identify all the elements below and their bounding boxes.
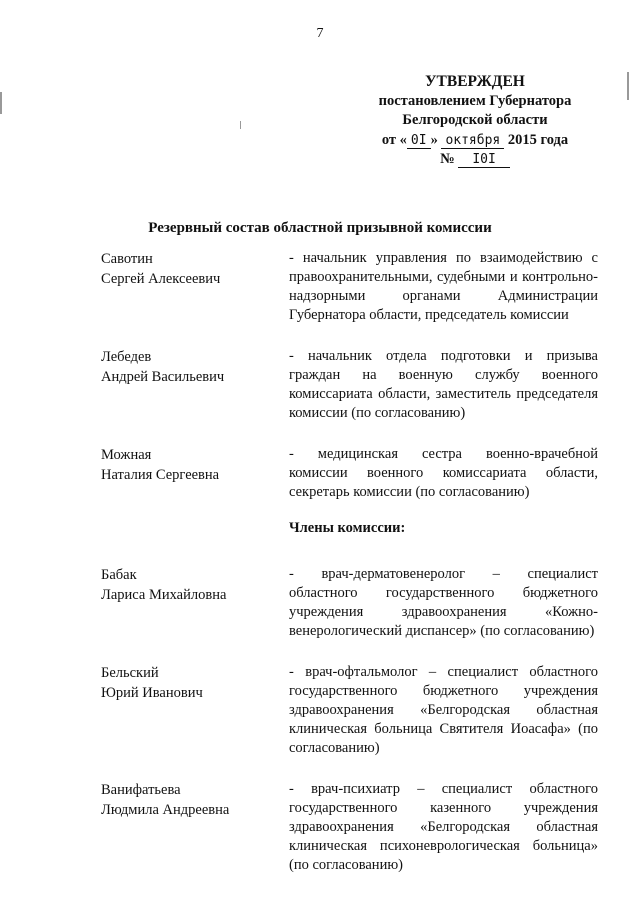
person-role: - врач-дерматовенеролог – специалист областного государственного бюджетного учреждения здравоохранения «Кожно-венерологический диспансер» (по согласованию) [289, 566, 598, 639]
member-row [101, 565, 598, 641]
person-surname: Можная [101, 447, 152, 463]
page-number: 7 [316, 26, 324, 41]
person-surname: Бельский [101, 665, 159, 681]
person-given-name: Людмила Андреевна [101, 802, 230, 818]
date-month: октября [441, 133, 504, 149]
person-given-name: Андрей Васильевич [101, 369, 225, 385]
scan-edge-mark [0, 92, 2, 114]
person-role: - начальник отдела подготовки и призыва граждан на военную службу военного комиссариата области, заместитель председателя комиссии (по согласованию) [289, 348, 598, 421]
person-surname: Ванифатьева [101, 782, 181, 798]
members-title: Члены комиссии: [289, 520, 406, 536]
person-name [101, 565, 289, 641]
person-surname: Лебедев [101, 349, 152, 365]
document-heading: Резервный состав областной призывной комиссии [148, 220, 492, 236]
person-role: - врач-психиатр – специалист областного государственного казенного учреждения здравоохранения «Белгородская областная клиническая психоневрологическая больница» (по согласованию) [289, 781, 598, 873]
person-name [101, 249, 289, 325]
scan-dot-mark [240, 121, 241, 129]
number-prefix: № [440, 151, 459, 167]
person-surname: Савотин [101, 251, 153, 267]
person-given-name: Лариса Михайловна [101, 587, 227, 603]
approval-stamp [360, 72, 590, 170]
person-role: - медицинская сестра военно-врачебной комиссии военного комиссариата области, секретарь комиссии (по согласованию) [289, 446, 598, 500]
approval-line-1: постановлением Губернатора [378, 92, 572, 109]
date-mid: » [430, 131, 442, 148]
scan-edge-mark [627, 72, 629, 100]
date-year: 2015 года [504, 131, 569, 148]
reserve-row [101, 249, 598, 325]
person-given-name: Наталия Сергеевна [101, 467, 220, 483]
commission-list [101, 249, 598, 897]
approval-line-2: Белгородской области [402, 112, 548, 128]
person-name [101, 663, 289, 758]
date-prefix: от « [381, 131, 407, 148]
reserve-row [101, 347, 598, 423]
person-role: - начальник управления по взаимодействию с правоохранительными, судебными и контрольно-надзорными органами Администрации Губернатора области, председатель комиссии [289, 250, 598, 323]
person-name [101, 347, 289, 423]
member-row [101, 663, 598, 758]
approval-date [360, 131, 590, 151]
number-value: I0I [458, 152, 509, 168]
person-name [101, 780, 289, 875]
reserve-row [101, 445, 598, 502]
person-given-name: Сергей Алексеевич [101, 271, 221, 287]
approval-title: УТВЕРЖДЕН [425, 73, 525, 90]
person-name [101, 445, 289, 502]
person-surname: Бабак [101, 567, 137, 583]
person-role: - врач-офтальмолог – специалист областного государственного бюджетного учреждения здравоохранения «Белгородская областная клиническая больница Святителя Иоасафа» (по согласованию) [289, 664, 598, 756]
date-day: 0I [407, 133, 431, 149]
member-row [101, 780, 598, 875]
person-given-name: Юрий Иванович [101, 685, 203, 701]
approval-number [360, 150, 590, 170]
